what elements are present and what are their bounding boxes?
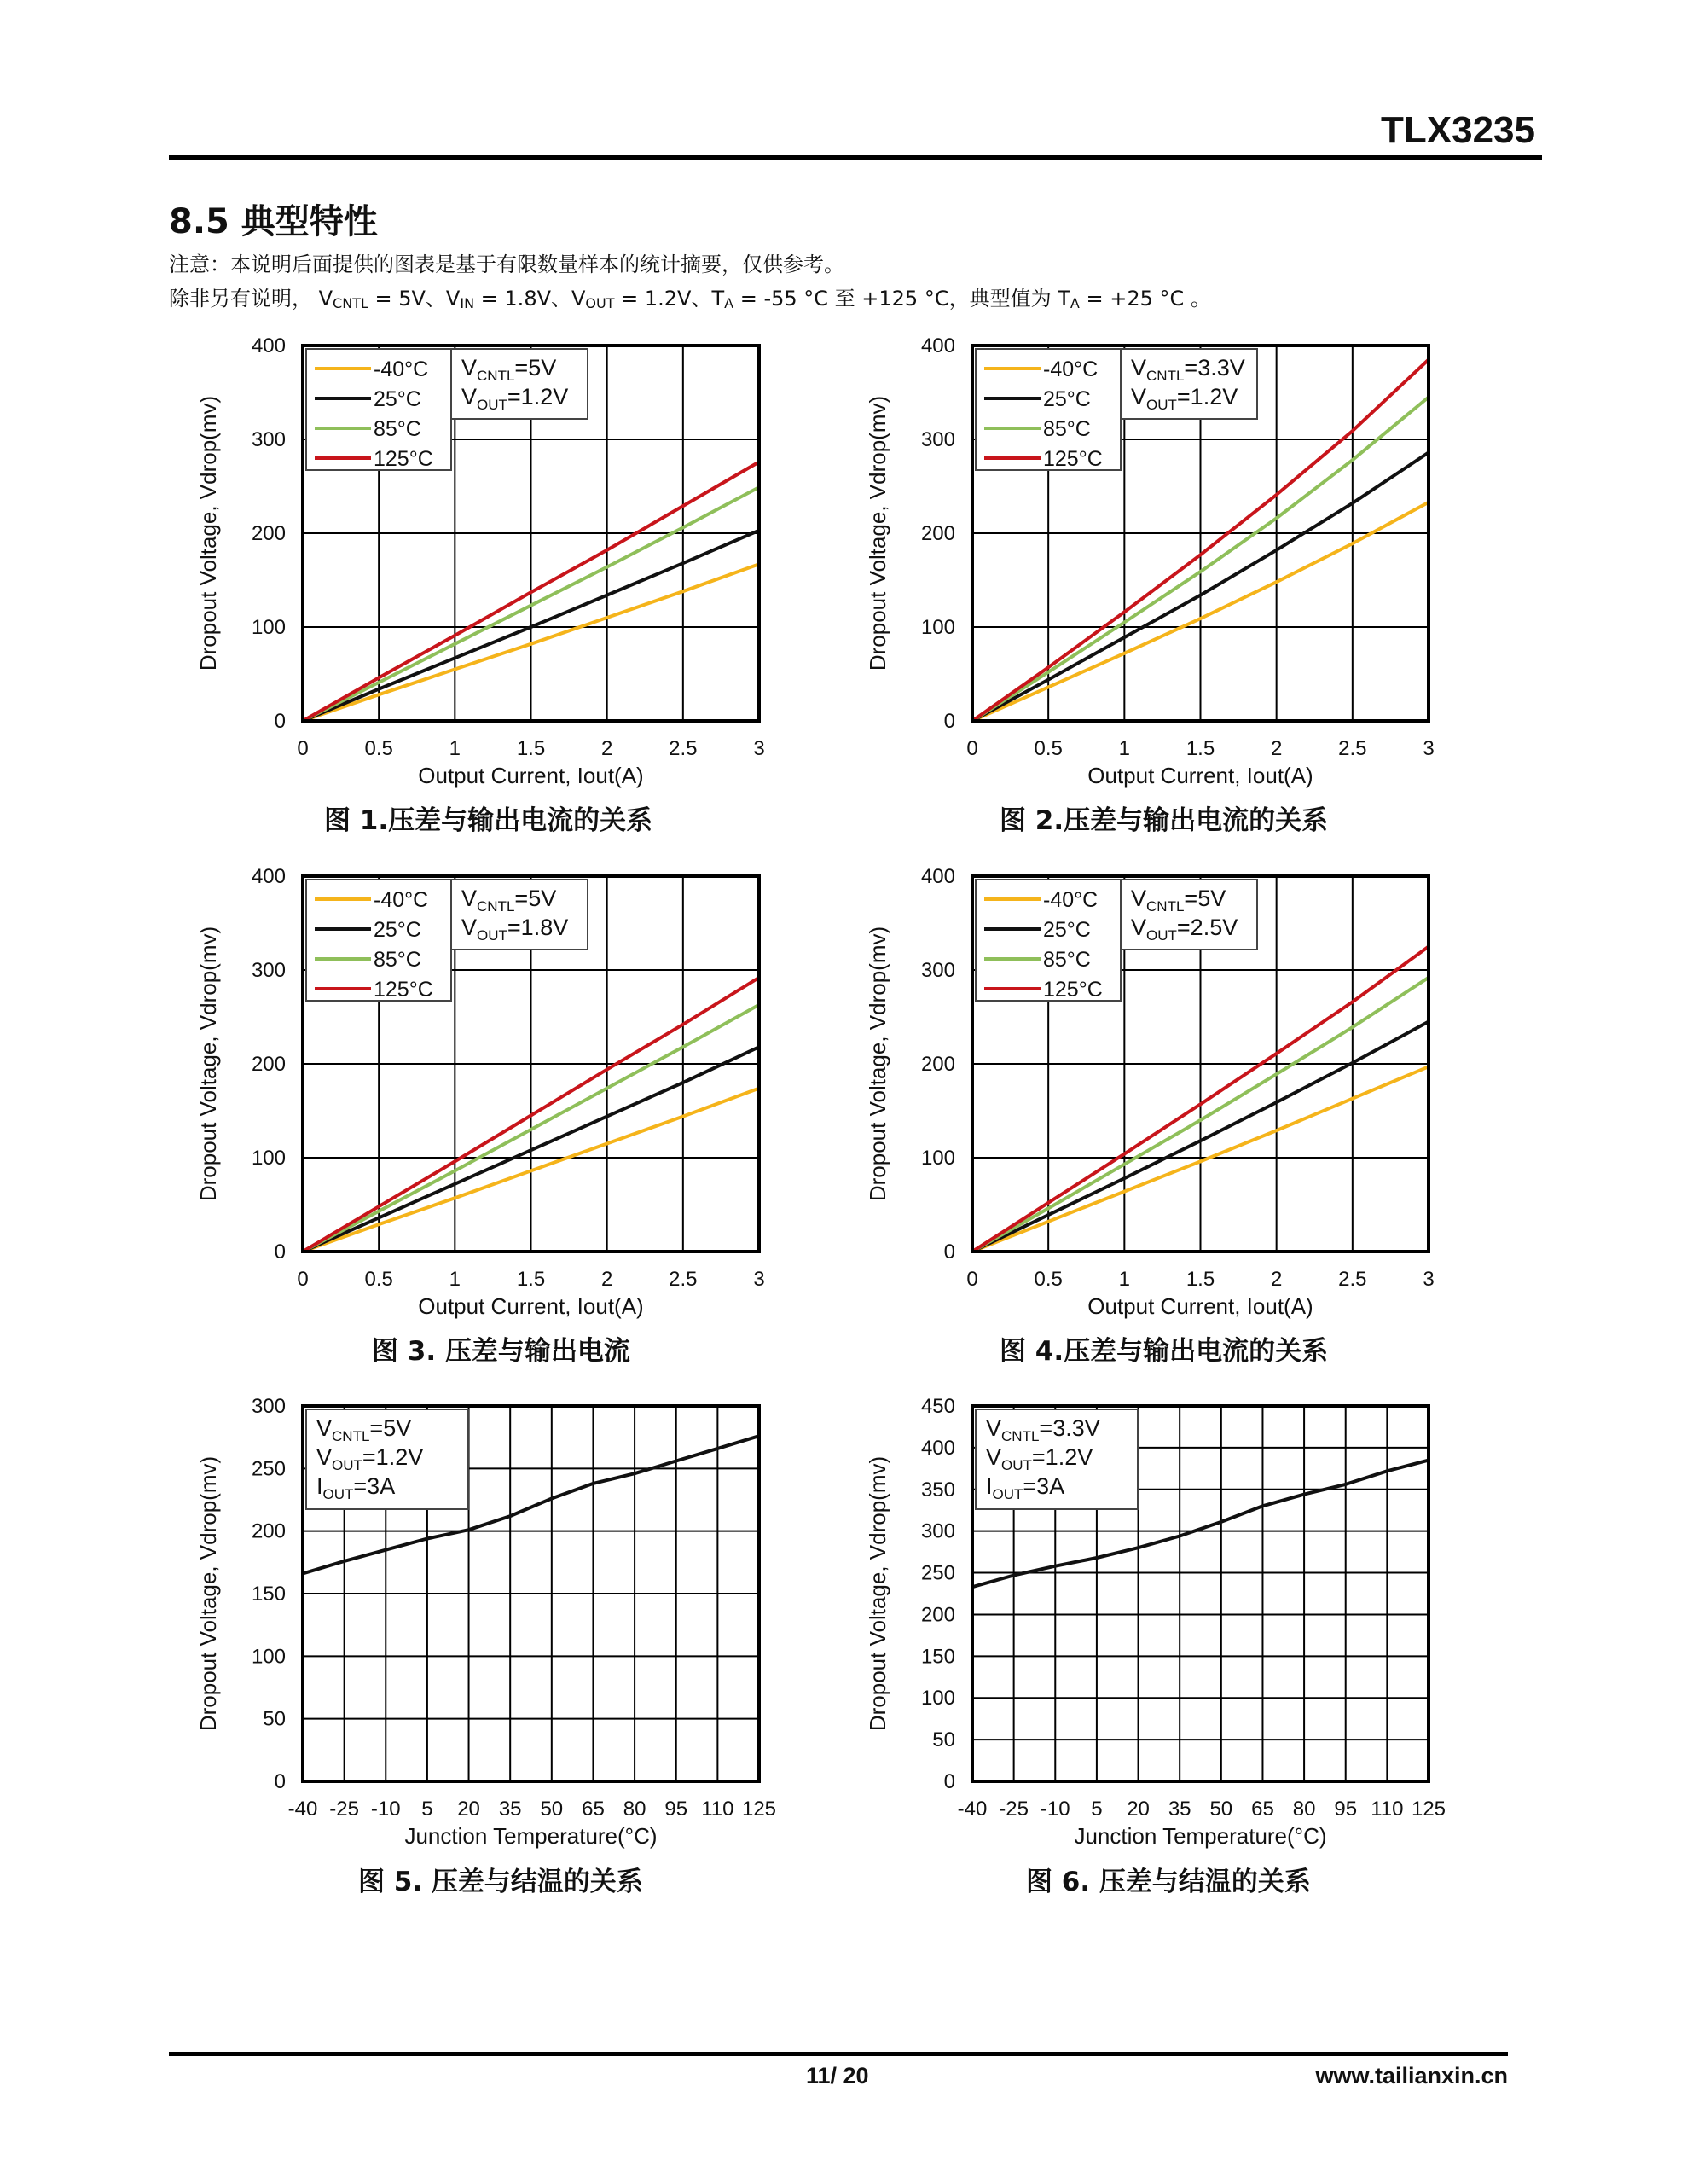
annotation-subscript: CNTL bbox=[1146, 368, 1185, 384]
chart-figure-6 bbox=[857, 1389, 1471, 1858]
annotation-symbol: V bbox=[461, 886, 478, 911]
annotation-subscript: OUT bbox=[1001, 1457, 1032, 1473]
y-tick-label: 400 bbox=[251, 334, 286, 357]
x-tick-label: 80 bbox=[1292, 1798, 1316, 1821]
x-tick-label: 0 bbox=[297, 1268, 309, 1291]
y-tick-label: 300 bbox=[920, 428, 955, 451]
y-tick-label: 200 bbox=[251, 1519, 286, 1543]
x-tick-label: -10 bbox=[1040, 1798, 1070, 1821]
x-tick-label: 0 bbox=[966, 737, 978, 760]
y-axis-label: Dropout Voltage, Vdrop(mv) bbox=[195, 1455, 221, 1732]
x-axis-label: Output Current, Iout(A) bbox=[418, 1293, 644, 1319]
x-tick-label: 2 bbox=[600, 737, 613, 760]
cond-s5: A bbox=[1070, 295, 1080, 311]
y-axis-label: Dropout Voltage, Vdrop(mv) bbox=[195, 926, 221, 1202]
x-tick-label: 50 bbox=[1209, 1798, 1233, 1821]
x-tick-label: 2 bbox=[600, 1268, 613, 1291]
annotation-value: =1.2V bbox=[1031, 1444, 1093, 1470]
x-tick-label: 35 bbox=[498, 1798, 522, 1821]
annotation-subscript: CNTL bbox=[332, 1428, 370, 1444]
website-link[interactable]: www.tailianxin.cn bbox=[1315, 2063, 1508, 2088]
x-tick-label: 3 bbox=[753, 737, 765, 760]
x-tick-label: 65 bbox=[1251, 1798, 1274, 1821]
condition-annotation bbox=[1121, 880, 1257, 950]
x-tick-label: 5 bbox=[421, 1798, 433, 1821]
annotation-symbol: V bbox=[461, 384, 478, 410]
cond-p3: = 1.8V、V bbox=[474, 287, 586, 311]
annotation-symbol: V bbox=[461, 915, 478, 940]
y-tick-label: 400 bbox=[920, 865, 955, 888]
annotation-value: =3.3V bbox=[1184, 355, 1245, 380]
annotation-symbol: V bbox=[316, 1415, 333, 1441]
x-tick-label: 1.5 bbox=[1186, 1268, 1215, 1291]
y-tick-label: 200 bbox=[920, 1603, 955, 1627]
x-tick-label: 2.5 bbox=[1338, 737, 1367, 760]
condition-annotation bbox=[451, 880, 588, 950]
header-divider bbox=[169, 155, 1542, 160]
x-tick-label: 80 bbox=[623, 1798, 646, 1821]
legend-label-plus85: 85°C bbox=[374, 948, 421, 972]
x-tick-label: 95 bbox=[1334, 1798, 1358, 1821]
x-tick-label: 3 bbox=[753, 1268, 765, 1291]
legend-label-plus125: 125°C bbox=[374, 978, 433, 1002]
footer-divider bbox=[169, 2052, 1508, 2056]
caption-figure-4: 图 4.压差与输出电流的关系 bbox=[1000, 1336, 1329, 1367]
annotation-value: =2.5V bbox=[1176, 915, 1238, 940]
caption-figure-3: 图 3. 压差与输出电流 bbox=[372, 1336, 630, 1367]
y-tick-label: 0 bbox=[274, 710, 286, 733]
y-tick-label: 100 bbox=[251, 616, 286, 639]
section-title: 8.5 典型特性 bbox=[169, 202, 378, 241]
x-tick-label: -25 bbox=[999, 1798, 1029, 1821]
y-axis-label: Dropout Voltage, Vdrop(mv) bbox=[865, 1455, 890, 1732]
caption-figure-5: 图 5. 压差与结温的关系 bbox=[358, 1867, 643, 1897]
legend-label-minus40: -40°C bbox=[374, 357, 429, 381]
y-tick-label: 400 bbox=[251, 865, 286, 888]
x-axis-label: Output Current, Iout(A) bbox=[1087, 763, 1313, 788]
condition-annotation bbox=[1121, 349, 1257, 419]
y-tick-label: 100 bbox=[920, 616, 955, 639]
annotation-subscript: OUT bbox=[1146, 397, 1177, 413]
y-tick-label: 250 bbox=[920, 1561, 955, 1585]
x-tick-label: 125 bbox=[1411, 1798, 1446, 1821]
legend-label-plus85: 85°C bbox=[1043, 417, 1091, 441]
x-tick-label: 20 bbox=[1127, 1798, 1150, 1821]
annotation-value: =1.2V bbox=[362, 1444, 424, 1470]
x-tick-label: 1.5 bbox=[516, 1268, 546, 1291]
legend-label-plus25: 25°C bbox=[374, 387, 421, 411]
annotation-symbol: I bbox=[986, 1473, 993, 1499]
y-tick-label: 100 bbox=[920, 1147, 955, 1170]
x-tick-label: 110 bbox=[701, 1798, 734, 1821]
chart-figure-2 bbox=[857, 328, 1471, 798]
legend-label-plus125: 125°C bbox=[1043, 978, 1103, 1002]
y-tick-label: 350 bbox=[920, 1478, 955, 1502]
y-tick-label: 400 bbox=[920, 334, 955, 357]
annotation-value: =3A bbox=[353, 1473, 396, 1499]
x-tick-label: 95 bbox=[664, 1798, 688, 1821]
note-line-2 bbox=[169, 282, 1211, 311]
x-tick-label: -25 bbox=[329, 1798, 359, 1821]
annotation-symbol: V bbox=[461, 355, 478, 380]
legend-label-plus25: 25°C bbox=[1043, 918, 1091, 942]
legend-label-plus25: 25°C bbox=[1043, 387, 1091, 411]
annotation-subscript: CNTL bbox=[477, 368, 515, 384]
annotation-subscript: CNTL bbox=[477, 898, 515, 915]
x-tick-label: 1.5 bbox=[1186, 737, 1215, 760]
cond-s3: OUT bbox=[585, 295, 615, 311]
annotation-symbol: I bbox=[316, 1473, 323, 1499]
y-tick-label: 200 bbox=[920, 522, 955, 545]
y-tick-label: 300 bbox=[920, 959, 955, 982]
caption-figure-2: 图 2.压差与输出电流的关系 bbox=[1000, 805, 1329, 836]
cond-p1: 除非另有说明， V bbox=[169, 287, 333, 311]
legend-label-plus125: 125°C bbox=[1043, 447, 1103, 471]
annotation-symbol: V bbox=[1131, 886, 1147, 911]
annotation-subscript: OUT bbox=[332, 1457, 362, 1473]
x-tick-label: 1 bbox=[449, 1268, 461, 1291]
legend-label-plus125: 125°C bbox=[374, 447, 433, 471]
annotation-value: =1.8V bbox=[507, 915, 569, 940]
annotation-symbol: V bbox=[986, 1415, 1002, 1441]
y-tick-label: 200 bbox=[251, 1053, 286, 1076]
condition-annotation bbox=[976, 1409, 1138, 1509]
cond-p4: = 1.2V、T bbox=[614, 287, 725, 311]
annotation-value: =5V bbox=[1184, 886, 1226, 911]
y-tick-label: 300 bbox=[251, 959, 286, 982]
y-tick-label: 200 bbox=[251, 522, 286, 545]
x-axis-label: Junction Temperature(°C) bbox=[1074, 1823, 1327, 1849]
x-tick-label: 1 bbox=[1118, 737, 1131, 760]
chart-legend bbox=[976, 349, 1121, 471]
annotation-value: =1.2V bbox=[1176, 384, 1238, 410]
y-tick-label: 100 bbox=[920, 1687, 955, 1711]
y-axis-label: Dropout Voltage, Vdrop(mv) bbox=[195, 395, 221, 671]
x-tick-label: 0.5 bbox=[364, 737, 393, 760]
chart-legend bbox=[976, 880, 1121, 1002]
legend-label-plus85: 85°C bbox=[1043, 948, 1091, 972]
x-tick-label: 125 bbox=[741, 1798, 777, 1821]
page-number: 11/ 20 bbox=[806, 2063, 869, 2088]
x-tick-label: 2.5 bbox=[669, 1268, 698, 1291]
y-tick-label: 100 bbox=[251, 1147, 286, 1170]
x-tick-label: 35 bbox=[1168, 1798, 1191, 1821]
x-tick-label: 0.5 bbox=[1034, 1268, 1063, 1291]
chart-legend bbox=[306, 880, 451, 1002]
cond-s4: A bbox=[724, 295, 734, 311]
x-tick-label: -40 bbox=[957, 1798, 988, 1821]
y-tick-label: 0 bbox=[943, 1770, 955, 1793]
cond-p6: = +25 °C 。 bbox=[1079, 287, 1211, 311]
x-tick-label: 0.5 bbox=[1034, 737, 1063, 760]
y-tick-label: 100 bbox=[251, 1645, 286, 1669]
chart-figure-3 bbox=[188, 859, 802, 1328]
x-tick-label: 65 bbox=[582, 1798, 605, 1821]
cond-p5: = -55 °C 至 +125 °C，典型值为 T bbox=[733, 287, 1070, 311]
y-tick-label: 450 bbox=[920, 1395, 955, 1418]
chart-figure-5 bbox=[188, 1389, 802, 1858]
annotation-subscript: OUT bbox=[992, 1486, 1023, 1502]
x-tick-label: 2 bbox=[1270, 737, 1283, 760]
chart-figure-1 bbox=[188, 328, 802, 798]
cond-s1: CNTL bbox=[333, 295, 368, 311]
x-tick-label: 1.5 bbox=[516, 737, 546, 760]
x-tick-label: 3 bbox=[1423, 737, 1435, 760]
x-tick-label: 0 bbox=[297, 737, 309, 760]
legend-label-minus40: -40°C bbox=[1043, 357, 1099, 381]
annotation-value: =1.2V bbox=[507, 384, 569, 410]
x-axis-label: Output Current, Iout(A) bbox=[418, 763, 644, 788]
x-tick-label: 110 bbox=[1371, 1798, 1404, 1821]
y-tick-label: 50 bbox=[263, 1707, 286, 1731]
x-tick-label: 3 bbox=[1423, 1268, 1435, 1291]
y-tick-label: 400 bbox=[920, 1436, 955, 1460]
annotation-subscript: OUT bbox=[322, 1486, 354, 1502]
y-tick-label: 0 bbox=[274, 1240, 286, 1263]
y-tick-label: 300 bbox=[251, 428, 286, 451]
annotation-symbol: V bbox=[316, 1444, 333, 1470]
cond-p2: = 5V、V bbox=[368, 287, 461, 311]
x-tick-label: 50 bbox=[540, 1798, 564, 1821]
chart-figure-4 bbox=[857, 859, 1471, 1328]
x-axis-label: Junction Temperature(°C) bbox=[404, 1823, 658, 1849]
annotation-symbol: V bbox=[986, 1444, 1002, 1470]
y-axis-label: Dropout Voltage, Vdrop(mv) bbox=[865, 395, 890, 671]
document-title: TLX3235 bbox=[1381, 109, 1535, 151]
x-tick-label: 20 bbox=[457, 1798, 480, 1821]
x-tick-label: 1 bbox=[1118, 1268, 1131, 1291]
annotation-subscript: OUT bbox=[1146, 927, 1177, 944]
annotation-value: =5V bbox=[514, 355, 557, 380]
annotation-subscript: CNTL bbox=[1001, 1428, 1040, 1444]
y-axis-label: Dropout Voltage, Vdrop(mv) bbox=[865, 926, 890, 1202]
note-line-1: 注意：本说明后面提供的图表是基于有限数量样本的统计摘要，仅供参考。 bbox=[169, 253, 844, 276]
annotation-value: =3A bbox=[1023, 1473, 1065, 1499]
y-tick-label: 150 bbox=[920, 1645, 955, 1669]
x-tick-label: 2 bbox=[1270, 1268, 1283, 1291]
x-tick-label: 1 bbox=[449, 737, 461, 760]
caption-figure-1: 图 1.压差与输出电流的关系 bbox=[324, 805, 653, 836]
x-tick-label: 5 bbox=[1091, 1798, 1103, 1821]
x-tick-label: 0.5 bbox=[364, 1268, 393, 1291]
y-tick-label: 200 bbox=[920, 1053, 955, 1076]
x-tick-label: 2.5 bbox=[1338, 1268, 1367, 1291]
condition-annotation bbox=[306, 1409, 468, 1509]
cond-s2: IN bbox=[460, 295, 475, 311]
chart-legend bbox=[306, 349, 451, 471]
y-tick-label: 0 bbox=[943, 710, 955, 733]
condition-annotation bbox=[451, 349, 588, 419]
annotation-subscript: OUT bbox=[477, 927, 507, 944]
y-tick-label: 150 bbox=[251, 1583, 286, 1606]
y-tick-label: 50 bbox=[932, 1728, 955, 1752]
annotation-subscript: CNTL bbox=[1146, 898, 1185, 915]
legend-label-plus25: 25°C bbox=[374, 918, 421, 942]
y-tick-label: 0 bbox=[274, 1770, 286, 1793]
legend-label-minus40: -40°C bbox=[374, 888, 429, 912]
x-tick-label: -10 bbox=[370, 1798, 401, 1821]
legend-label-minus40: -40°C bbox=[1043, 888, 1099, 912]
legend-label-plus85: 85°C bbox=[374, 417, 421, 441]
annotation-value: =5V bbox=[369, 1415, 412, 1441]
x-tick-label: 0 bbox=[966, 1268, 978, 1291]
annotation-symbol: V bbox=[1131, 915, 1147, 940]
x-axis-label: Output Current, Iout(A) bbox=[1087, 1293, 1313, 1319]
y-tick-label: 250 bbox=[251, 1457, 286, 1481]
annotation-value: =3.3V bbox=[1039, 1415, 1100, 1441]
y-tick-label: 300 bbox=[251, 1395, 286, 1418]
annotation-symbol: V bbox=[1131, 384, 1147, 410]
annotation-subscript: OUT bbox=[477, 397, 507, 413]
y-tick-label: 300 bbox=[920, 1519, 955, 1543]
x-tick-label: -40 bbox=[287, 1798, 318, 1821]
annotation-value: =5V bbox=[514, 886, 557, 911]
caption-figure-6: 图 6. 压差与结温的关系 bbox=[1026, 1867, 1311, 1897]
y-tick-label: 0 bbox=[943, 1240, 955, 1263]
x-tick-label: 2.5 bbox=[669, 737, 698, 760]
annotation-symbol: V bbox=[1131, 355, 1147, 380]
